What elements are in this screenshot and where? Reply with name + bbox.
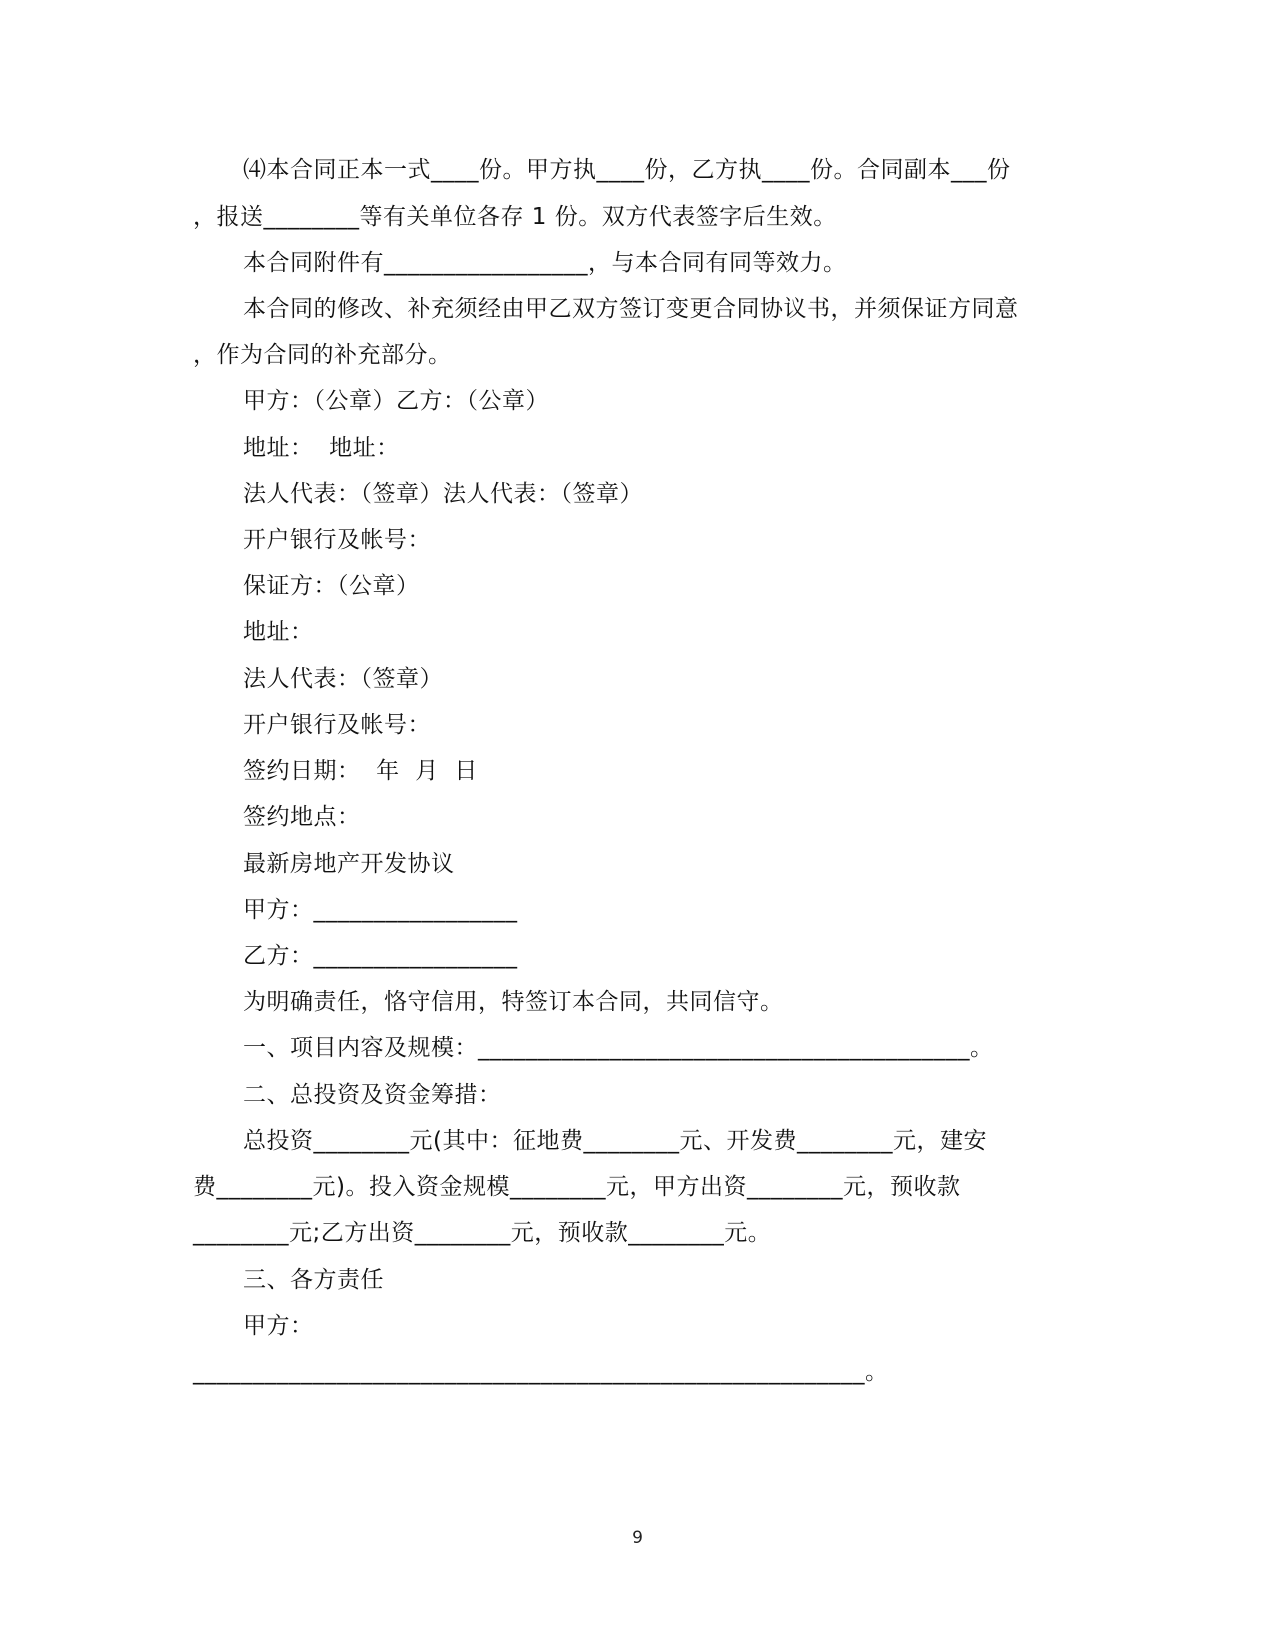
clause-investment-heading: 二、总投资及资金筹措： bbox=[243, 1082, 502, 1108]
guarantor-bank-account-line: 开户银行及帐号： bbox=[243, 712, 431, 738]
clause-responsibilities-heading: 三、各方责任 bbox=[243, 1267, 384, 1293]
investment-line-3: ________元;乙方出资________元，预收款________元。 bbox=[193, 1220, 772, 1246]
page-number: 9 bbox=[632, 1528, 643, 1548]
clause-copies-line-2: ，报送________等有关单位各存 1 份。双方代表签字后生效。 bbox=[193, 204, 837, 230]
signing-date-line: 签约日期： 年 月 日 bbox=[243, 758, 478, 784]
clause-attachments: 本合同附件有_________________，与本合同有同等效力。 bbox=[243, 250, 847, 276]
party-a-responsibility-blank: ________________________________________________________。 bbox=[193, 1359, 889, 1385]
clause-project-scope: 一、项目内容及规模：_________________________________________。 bbox=[243, 1035, 994, 1061]
signing-place-line: 签约地点： bbox=[243, 804, 361, 830]
clause-copies-line-1: ⑷本合同正本一式____份。甲方执____份，乙方执____份。合同副本___份 bbox=[243, 157, 1011, 183]
party-a-line: 甲方：_________________ bbox=[243, 897, 518, 923]
investment-line-1: 总投资________元(其中：征地费________元、开发费________元，建安 bbox=[243, 1128, 987, 1154]
guarantor-legal-rep-line: 法人代表：（签章） bbox=[243, 666, 443, 692]
clause-amendment-line-2: ，作为合同的补充部分。 bbox=[193, 342, 452, 368]
party-a-responsibility-label: 甲方： bbox=[243, 1313, 314, 1339]
party-b-line: 乙方：_________________ bbox=[243, 943, 518, 969]
bank-account-line: 开户银行及帐号： bbox=[243, 527, 431, 553]
clause-amendment-line-1: 本合同的修改、补充须经由甲乙双方签订变更合同协议书，并须保证方同意 bbox=[243, 296, 1019, 322]
investment-line-2: 费________元)。投入资金规模________元，甲方出资________元，预收款 bbox=[193, 1174, 961, 1200]
party-legal-rep-line: 法人代表：（签章）法人代表：（签章） bbox=[243, 481, 643, 507]
guarantor-seal-line: 保证方：（公章） bbox=[243, 573, 420, 599]
party-address-line: 地址： 地址： bbox=[243, 435, 400, 461]
preamble-line: 为明确责任，恪守信用，特签订本合同，共同信守。 bbox=[243, 989, 784, 1015]
section-title: 最新房地产开发协议 bbox=[243, 851, 455, 877]
party-seal-line: 甲方：（公章）乙方：（公章） bbox=[243, 388, 549, 414]
guarantor-address-line: 地址： bbox=[243, 619, 314, 645]
